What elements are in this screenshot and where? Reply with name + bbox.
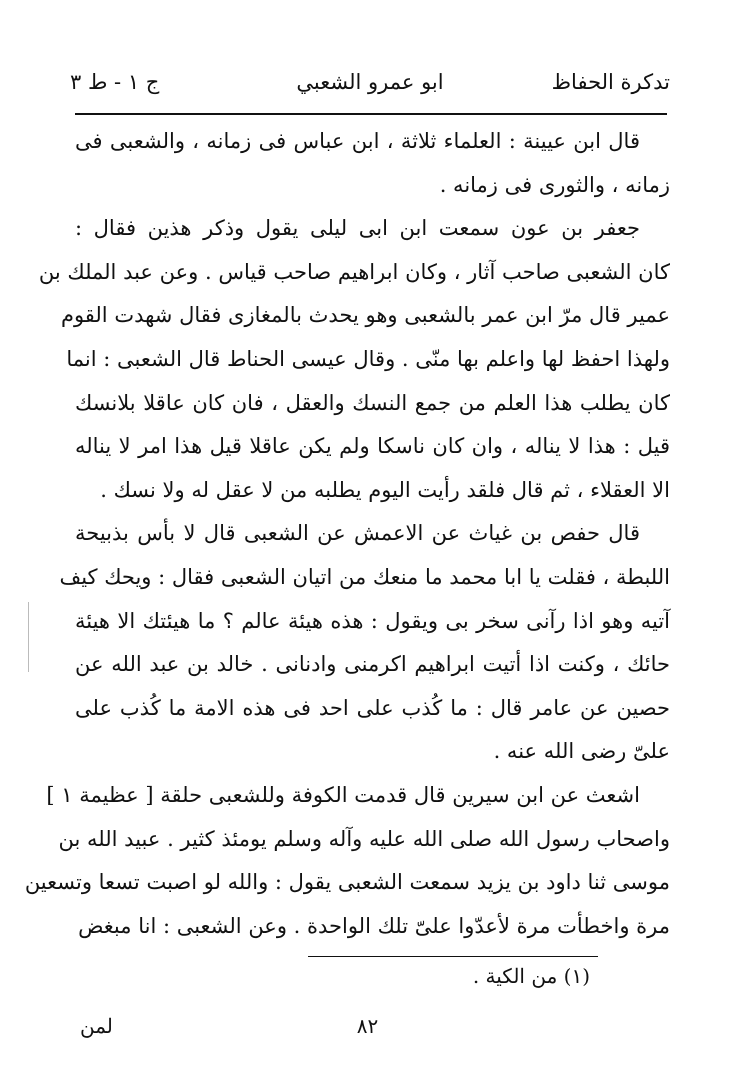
book-title: تدكرة الحفاظ <box>551 70 670 94</box>
text-line: آتيه وهو اذا رآنى سخر بى ويقول : هذه هيئة عالم ؟ ما هيئتك الا هيئة <box>75 608 670 633</box>
text-line: علىّ رضى الله عنه . <box>493 739 670 764</box>
text-line: الا العقلاء ، ثم قال فلقد رأيت اليوم يطلبه من لا عقل له ولا نسك . <box>100 477 670 502</box>
text-line: قال حفص بن غياث عن الاعمش عن الشعبى قال لا بأس بذبيحة <box>75 521 640 546</box>
page-number: ٨٢ <box>356 1014 379 1038</box>
text-line: مرة واخطأت مرة لأعدّوا علىّ تلك الواحدة . وعن الشعبى : انا مبغض <box>78 913 670 938</box>
header-rule <box>75 113 667 115</box>
text-line: واصحاب رسول الله صلى الله عليه وآله وسلم يومئذ كثير . عبيد الله بن <box>58 826 670 851</box>
text-line: اشعث عن ابن سيرين قال قدمت الكوفة وللشعبى حلقة [ عظيمة ١ ] <box>46 782 640 807</box>
text-line: زمانه ، والثورى فى زمانه . <box>439 172 670 197</box>
section-title: ابو عمرو الشعبي <box>296 70 444 94</box>
text-line: جعفر بن عون سمعت ابن ابى ليلى يقول وذكر هذين فقال : <box>75 216 640 241</box>
footnote-rule <box>308 956 598 957</box>
text-line: حصين عن عامر قال : ما كُذب على احد فى هذه الامة ما كُذب على <box>75 695 670 720</box>
text-line: اللبطة ، فقلت يا ابا محمد ما منعك من اتيان الشعبى فقال : ويحك كيف <box>59 564 670 589</box>
text-line: قيل : هذا لا يناله ، وان كان ناسكا ولم يكن عاقلا قيل هذا امر لا يناله <box>75 434 670 459</box>
paragraph <box>59 512 670 774</box>
text-line: ولهذا احفظ لها واعلم بها منّى . وقال عيسى الحناط قال الشعبى : انما <box>66 346 670 371</box>
footnote: (١) من الكية . <box>472 964 590 988</box>
paragraph <box>75 120 670 207</box>
text-line: كان الشعبى صاحب آثار ، وكان ابراهيم صاحب قياس . وعن عبد الملك بن <box>38 259 670 284</box>
catchword: لمن <box>80 1014 113 1038</box>
text-line: عمير قال مرّ ابن عمر بالشعبى وهو يحدث بالمغازى فقال شهدت القوم <box>60 303 670 328</box>
margin-mark <box>28 602 29 672</box>
main-text <box>24 120 670 948</box>
paragraph <box>38 207 670 512</box>
volume-reference: ج ١ - ط ٣ <box>70 70 160 94</box>
paragraph <box>24 774 670 948</box>
text-line: كان يطلب هذا العلم من جمع النسك والعقل ، فان كان عاقلا بلانسك <box>75 390 670 415</box>
text-line: حائك ، وكنت اذا أتيت ابراهيم اكرمنى وادنانى . خالد بن عبد الله عن <box>75 652 670 677</box>
text-line: قال ابن عيينة : العلماء ثلاثة ، ابن عباس فى زمانه ، والشعبى فى <box>75 129 640 153</box>
text-line: موسى ثنا داود بن يزيد سمعت الشعبى يقول : والله لو اصبت تسعا وتسعين <box>24 870 670 895</box>
running-header <box>70 70 670 110</box>
